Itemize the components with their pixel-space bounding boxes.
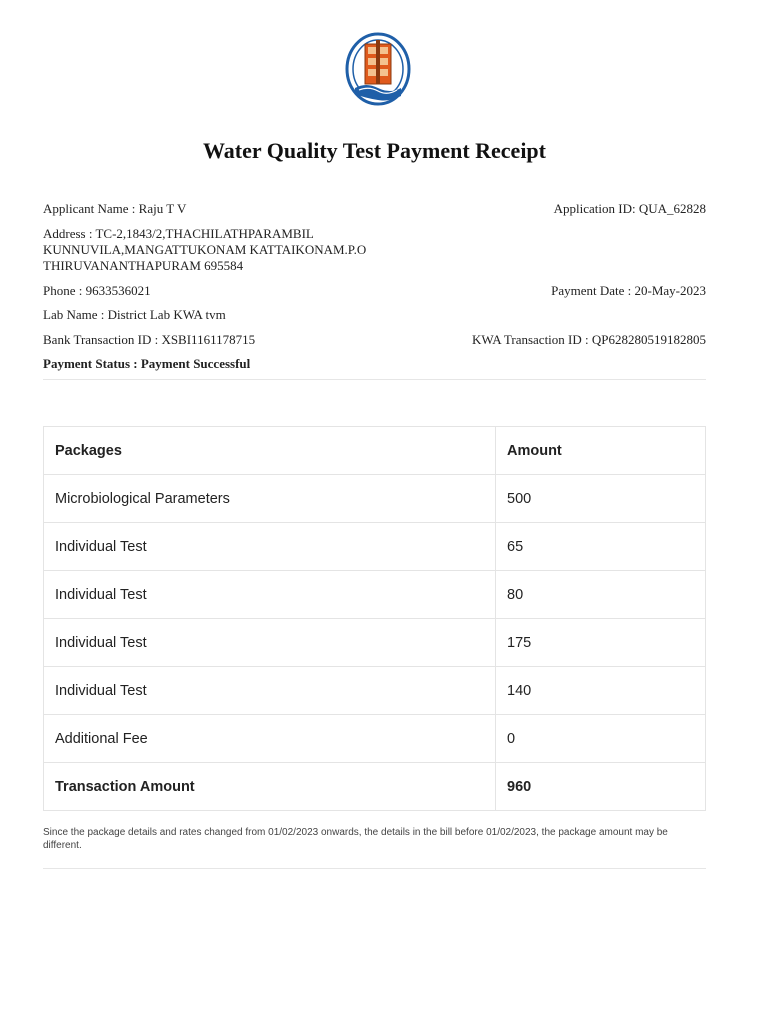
package-amount: 175	[496, 619, 706, 667]
table-row	[44, 571, 706, 619]
lab-name: Lab Name : District Lab KWA tvm	[43, 307, 226, 322]
package-name: Individual Test	[44, 619, 496, 667]
total-label: Transaction Amount	[44, 763, 496, 811]
table-row	[44, 619, 706, 667]
package-name: Microbiological Parameters	[44, 475, 496, 523]
package-amount: 500	[496, 475, 706, 523]
applicant-name: Applicant Name : Raju T V	[43, 201, 187, 216]
kwa-transaction-id: KWA Transaction ID : QP628280519182805	[471, 332, 706, 347]
address	[43, 226, 463, 274]
address-line-3: THIRUVANANTHAPURAM 695584	[43, 258, 244, 273]
page-title: Water Quality Test Payment Receipt	[203, 138, 546, 163]
application-id: Application ID: QUA_62828	[553, 201, 706, 216]
package-name: Additional Fee	[44, 715, 496, 763]
packages-table	[43, 426, 706, 811]
table-row	[44, 667, 706, 715]
footer-divider	[43, 868, 706, 869]
package-name: Individual Test	[44, 667, 496, 715]
phone: Phone : 9633536021	[43, 283, 151, 298]
table-row	[44, 715, 706, 763]
package-amount: 80	[496, 571, 706, 619]
header-amount: Amount	[496, 427, 706, 475]
total-amount: 960	[496, 763, 706, 811]
table-header-row	[44, 427, 706, 475]
payment-status: Payment Status : Payment Successful	[43, 356, 251, 371]
total-row	[44, 763, 706, 811]
footnote: Since the package details and rates changed from 01/02/2023 onwards, the details in the bill before 01/02/2023, the package amount may be different.	[43, 827, 668, 851]
kwa-logo	[341, 30, 415, 108]
table-row	[44, 475, 706, 523]
header-packages: Packages	[44, 427, 496, 475]
divider	[43, 379, 706, 380]
package-name: Individual Test	[44, 571, 496, 619]
address-line-2: KUNNUVILA,MANGATTUKONAM KATTAIKONAM.P.O	[43, 242, 367, 257]
package-name: Individual Test	[44, 523, 496, 571]
package-amount: 65	[496, 523, 706, 571]
table-row	[44, 523, 706, 571]
bank-transaction-id: Bank Transaction ID : XSBI1161178715	[43, 332, 256, 347]
package-amount: 140	[496, 667, 706, 715]
package-amount: 0	[496, 715, 706, 763]
address-line-1: Address : TC-2,1843/2,THACHILATHPARAMBIL	[43, 226, 314, 241]
payment-date: Payment Date : 20-May-2023	[551, 283, 706, 298]
